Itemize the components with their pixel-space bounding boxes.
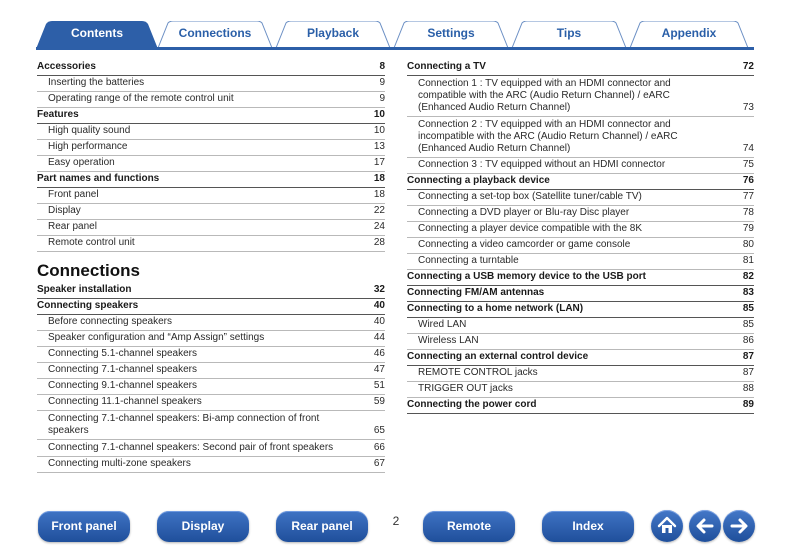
display-button[interactable]: Display [157,511,249,542]
toc-heading-row[interactable] [407,398,754,414]
toc-entry-title: Connecting a playback device [407,175,550,186]
tab-playback[interactable]: Playback [306,26,360,40]
tab-appendix[interactable]: Appendix [661,26,717,40]
toc-entry-page: 66 [373,442,385,453]
toc-heading-row[interactable] [407,270,754,286]
toc-left-column [37,60,385,473]
toc-heading-row[interactable] [407,286,754,302]
toc-entry-page: 89 [742,399,754,410]
tab-settings[interactable]: Settings [427,26,475,40]
toc-entry-title: Speaker configuration and “Amp Assign” settings [48,332,265,343]
toc-entry-row[interactable] [37,379,385,395]
toc-entry-page: 74 [742,143,754,154]
toc-entry-row[interactable] [37,236,385,252]
toc-entry-page: 75 [742,159,754,170]
toc-heading-row[interactable] [37,283,385,299]
toc-entry-page: 73 [742,102,754,113]
toc-entry-title: Wired LAN [418,319,467,330]
toc-entry-row[interactable] [407,158,754,174]
toc-entry-page: 59 [373,396,385,407]
toc-entry-page: 22 [373,205,385,216]
home-icon [651,510,683,542]
arrow-right-icon [723,510,755,542]
toc-list-right [407,60,754,414]
toc-heading-row[interactable] [37,60,385,76]
toc-entry-page: 79 [742,223,754,234]
toc-entry-page: 18 [373,173,385,184]
toc-entry-page: 86 [742,335,754,346]
toc-entry-title: Connecting multi-zone speakers [48,458,191,469]
toc-heading-row[interactable] [37,108,385,124]
toc-entry-title: Connecting 7.1-channel speakers: Bi-amp connection of front speakers [48,413,320,436]
toc-entry-page: 40 [373,316,385,327]
toc-entry-title: REMOTE CONTROL jacks [418,367,538,378]
toc-entry-row[interactable] [37,457,385,473]
toc-entry-title: Part names and functions [37,173,160,184]
toc-entry-title: Connection 1 : TV equipped with an HDMI connector and compatible with the ARC (Audio Return Channel) / eARC (Enhanced Audio Return Channel) [418,78,671,113]
toc-entry-page: 80 [742,239,754,250]
toc-entry-page: 10 [373,125,385,136]
toc-entry-title: Connecting 9.1-channel speakers [48,380,197,391]
toc-entry-page: 10 [373,109,385,120]
toc-entry-page: 18 [373,189,385,200]
toc-entry-page: 85 [742,319,754,330]
toc-entry-page: 32 [373,284,385,295]
toc-entry-row[interactable] [407,318,754,334]
toc-entry-row[interactable] [407,238,754,254]
toc-entry-page: 24 [373,221,385,232]
toc-entry-title: Connecting a TV [407,61,486,72]
toc-entry-title: Connecting to a home network (LAN) [407,303,584,314]
toc-entry-row[interactable] [407,382,754,398]
toc-entry-row[interactable] [37,124,385,140]
toc-entry-title: Connecting 7.1-channel speakers [48,364,197,375]
toc-heading-row[interactable] [37,299,385,315]
index-button[interactable]: Index [542,511,634,542]
toc-entry-page: 77 [742,191,754,202]
page-number: 2 [392,514,400,528]
toc-entry-page: 72 [742,61,754,72]
home-button[interactable] [651,510,683,542]
front-panel-button[interactable]: Front panel [38,511,130,542]
toc-entry-row[interactable] [407,334,754,350]
tab-bar [36,21,754,49]
toc-entry-title: Remote control unit [48,237,135,248]
toc-entry-page: 87 [742,351,754,362]
toc-heading-row[interactable] [407,350,754,366]
toc-entry-title: Rear panel [48,221,97,232]
toc-entry-title: Connection 2 : TV equipped with an HDMI connector and incompatible with the ARC (Audio Return Channel) / eARC (Enhanced Audio Return Channel) [418,119,678,154]
toc-entry-title: Easy operation [48,157,115,168]
toc-entry-title: Connecting a player device compatible with the 8K [418,223,643,234]
toc-entry-title: Connecting an external control device [407,351,589,362]
toc-entry-row[interactable] [37,140,385,156]
toc-entry-row[interactable] [37,440,385,457]
toc-entry-title: Connecting a set-top box (Satellite tuner/cable TV) [418,191,642,202]
tab-tips[interactable]: Tips [556,26,582,40]
toc-entry-page: 40 [373,300,385,311]
toc-entry-row[interactable] [407,190,754,206]
toc-entry-row[interactable] [37,347,385,363]
toc-entry-page: 47 [373,364,385,375]
toc-list-intro [37,60,385,252]
toc-entry-title: Connecting FM/AM antennas [407,287,545,298]
toc-entry-title: Connecting the power cord [407,399,537,410]
toc-entry-title: Features [37,109,79,120]
toc-entry-page: 88 [742,383,754,394]
toc-entry-page: 8 [379,61,385,72]
toc-entry-page: 83 [742,287,754,298]
toc-entry-title: Before connecting speakers [48,316,172,327]
toc-entry-page: 44 [373,332,385,343]
toc-entry-title: Speaker installation [37,284,132,295]
remote-button[interactable]: Remote [423,511,515,542]
toc-entry-page: 9 [379,93,385,104]
toc-entry-row[interactable] [407,222,754,238]
toc-entry-row[interactable] [407,117,754,158]
toc-entry-title: Connecting a video camcorder or game console [418,239,631,250]
toc-entry-title: Connecting a USB memory device to the USB port [407,271,646,282]
toc-heading-row[interactable] [37,172,385,188]
toc-entry-page: 51 [373,380,385,391]
toc-entry-title: Display [48,205,81,216]
toc-right-column [407,60,754,414]
toc-entry-page: 13 [373,141,385,152]
toc-heading-row[interactable] [407,174,754,190]
toc-entry-row[interactable] [37,156,385,172]
tab-underline [36,47,754,50]
toc-entry-title: High quality sound [48,125,131,136]
toc-entry-page: 17 [373,157,385,168]
toc-entry-row[interactable] [407,254,754,270]
toc-entry-page: 78 [742,207,754,218]
toc-entry-row[interactable] [37,76,385,92]
tab-contents[interactable]: Contents [71,26,123,40]
toc-heading-row[interactable] [407,60,754,76]
toc-entry-page: 28 [373,237,385,248]
toc-entry-title: Accessories [37,61,96,72]
toc-entry-page: 9 [379,77,385,88]
toc-entry-title: Connecting speakers [37,300,139,311]
toc-entry-page: 76 [742,175,754,186]
toc-entry-row[interactable] [407,206,754,222]
toc-entry-title: Connecting 5.1-channel speakers [48,348,197,359]
toc-entry-row[interactable] [37,395,385,411]
toc-entry-page: 67 [373,458,385,469]
toc-entry-title: High performance [48,141,128,152]
toc-entry-title: Connecting a turntable [418,255,519,266]
toc-entry-page: 82 [742,271,754,282]
rear-panel-button[interactable]: Rear panel [276,511,368,542]
toc-entry-title: Connecting a DVD player or Blu-ray Disc player [418,207,630,218]
toc-entry-row[interactable] [37,92,385,108]
toc-list-connections [37,283,385,473]
toc-entry-row[interactable] [37,331,385,347]
toc-entry-row[interactable] [37,188,385,204]
toc-entry-row[interactable] [407,76,754,117]
toc-entry-title: TRIGGER OUT jacks [418,383,513,394]
toc-entry-row[interactable] [37,411,385,440]
toc-entry-row[interactable] [37,220,385,236]
toc-entry-row[interactable] [407,366,754,382]
toc-entry-row[interactable] [37,315,385,331]
toc-entry-page: 65 [373,425,385,436]
toc-entry-page: 87 [742,367,754,378]
toc-entry-title: Connecting 7.1-channel speakers: Second pair of front speakers [48,442,334,453]
section-heading-connections: Connections [37,261,140,280]
toc-entry-row[interactable] [37,204,385,220]
toc-heading-row[interactable] [407,302,754,318]
toc-entry-title: Inserting the batteries [48,77,145,88]
toc-entry-page: 46 [373,348,385,359]
arrow-left-icon [689,510,721,542]
toc-entry-row[interactable] [37,363,385,379]
toc-entry-title: Operating range of the remote control unit [48,93,234,104]
toc-entry-title: Connection 3 : TV equipped without an HDMI connector [418,159,666,170]
toc-entry-title: Connecting 11.1-channel speakers [48,396,202,407]
toc-entry-page: 81 [742,255,754,266]
toc-entry-title: Front panel [48,189,99,200]
forward-button[interactable] [723,510,755,542]
back-button[interactable] [689,510,721,542]
toc-entry-title: Wireless LAN [418,335,479,346]
toc-entry-page: 85 [742,303,754,314]
tab-connections[interactable]: Connections [178,26,252,40]
